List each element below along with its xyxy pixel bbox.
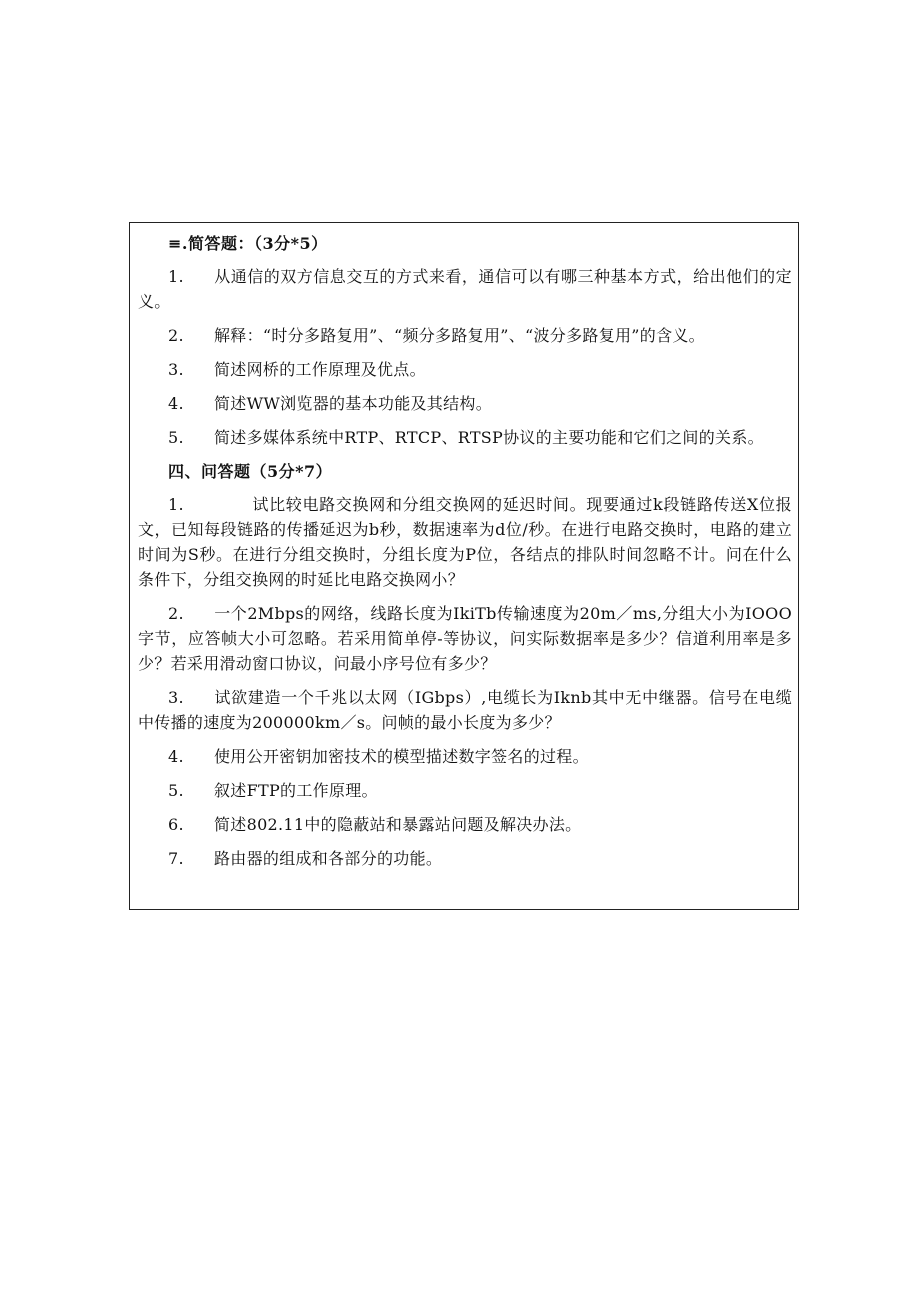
essay-question-2 <box>138 601 792 676</box>
question-text: 简述多媒体系统中RTP、RTCP、RTSP协议的主要功能和它们之间的关系。 <box>214 428 764 447</box>
question-number: 3. <box>168 360 184 379</box>
short-answer-question-2 <box>138 323 792 348</box>
question-text: 解释：“时分多路复用”、“频分多路复用”、“波分多路复用”的含义。 <box>214 326 705 345</box>
question-text: 试比较电路交换网和分组交换网的延迟时间。现要通过k段链路传送X位报文，已知每段链路的传播延迟为b秒，数据速率为d位/秒。在进行电路交换时，电路的建立时间为S秒。在进行分组交换时，分组长度为P位，各结点的排队时间忽略不计。问在什么条件下，分组交换网的时延比电路交换网小？ <box>138 495 792 589</box>
question-text: 一个2Mbps的网络，线路长度为IkiTb传输速度为20m／ms,分组大小为IOOO字节，应答帧大小可忽略。若采用简单停-等协议，问实际数据率是多少？信道利用率是多少？若采用滑动窗口协议，问最小序号位有多少？ <box>138 604 792 673</box>
short-answer-question-4 <box>138 391 792 416</box>
question-text: 叙述FTP的工作原理。 <box>214 781 378 800</box>
question-text: 从通信的双方信息交互的方式来看，通信可以有哪三种基本方式，给出他们的定义。 <box>138 267 792 311</box>
short-answer-question-3 <box>138 357 792 382</box>
question-number: 4. <box>168 394 184 413</box>
essay-question-6 <box>138 812 792 837</box>
exam-question-box <box>129 222 799 910</box>
essay-question-3 <box>138 685 792 735</box>
short-answer-question-1 <box>138 264 792 314</box>
question-text: 使用公开密钥加密技术的模型描述数字签名的过程。 <box>214 747 589 766</box>
question-text: 简述WW浏览器的基本功能及其结构。 <box>214 394 492 413</box>
essay-question-5 <box>138 778 792 803</box>
essay-question-4 <box>138 744 792 769</box>
question-number: 7. <box>168 849 184 868</box>
short-answer-question-5 <box>138 425 792 450</box>
question-number: 4. <box>168 747 184 766</box>
question-text: 简述802.11中的隐蔽站和暴露站问题及解决办法。 <box>214 815 582 834</box>
essay-question-1 <box>138 492 792 592</box>
question-number: 2. <box>168 604 184 623</box>
essay-question-7 <box>138 846 792 871</box>
question-number: 1. <box>168 495 184 514</box>
section-title-essay: 四、问答题（5分*7） <box>168 462 333 481</box>
question-number: 3. <box>168 688 184 707</box>
question-number: 5. <box>168 781 184 800</box>
question-number: 6. <box>168 815 184 834</box>
section-title-short-answer: ≡.简答题：（3分*5） <box>168 234 328 253</box>
question-text: 路由器的组成和各部分的功能。 <box>214 849 443 868</box>
question-number: 5. <box>168 428 184 447</box>
question-number: 1. <box>168 267 184 286</box>
question-text: 试欲建造一个千兆以太网（IGbps）,电缆长为Iknb其中无中继器。信号在电缆中传播的速度为200000km／s。问帧的最小长度为多少？ <box>138 688 792 732</box>
question-number: 2. <box>168 326 184 345</box>
question-text: 简述网桥的工作原理及优点。 <box>214 360 426 379</box>
